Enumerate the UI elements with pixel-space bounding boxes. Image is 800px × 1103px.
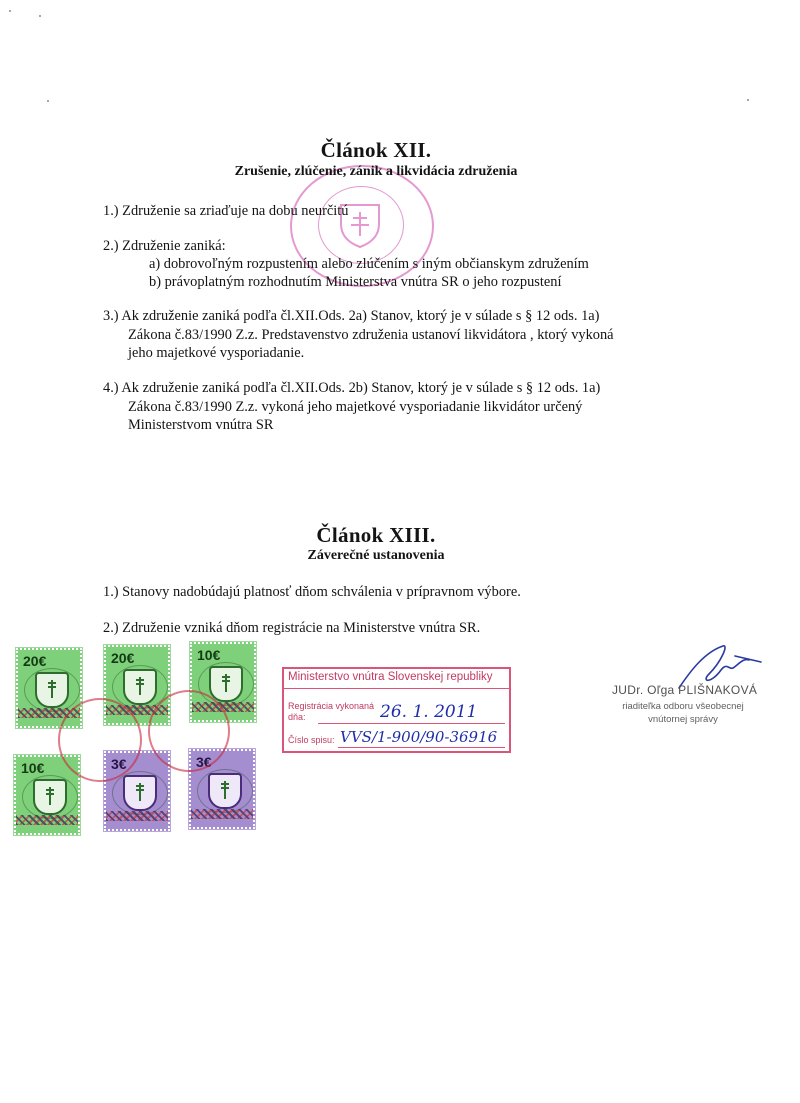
article-12-paragraph-4-line-1: 4.) Ak združenie zaniká podľa čl.XII.Ods. 2b) Stanov, ktorý je v súlade s § 12 ods. 1a) [103,380,601,396]
registration-stamp-title: Ministerstvo vnútra Slovenskej republiky [288,671,493,683]
coat-of-arms-icon [208,773,242,809]
stamp-value: 3€ [111,756,127,772]
coat-of-arms-icon [123,669,157,705]
stamp-value: 3€ [196,754,212,770]
coat-of-arms-icon [209,666,243,702]
coat-of-arms-icon [35,672,69,708]
scan-speck [39,15,41,17]
article-12-item-a: a) dobrovoľným rozpustením alebo zlúčením s iným občianskym združením [149,256,589,272]
article-12-paragraph-3-line-3: jeho majetkové vysporiadanie. [128,345,305,361]
stamp-value: 10€ [197,647,221,663]
coat-of-arms-icon [33,779,67,815]
stamp-value: 10€ [21,760,45,776]
registration-date-value: 26. 1. 2011 [380,702,478,722]
article-12-paragraph-3-line-1: 3.) Ak združenie zaniká podľa čl.XII.Ods. 2a) Stanov, ktorý je v súlade s § 12 ods. 1a) [103,308,600,324]
file-number-label: Číslo spisu: [288,735,335,745]
article-13-title: Článok XIII. [316,523,436,547]
article-12-item-b: b) právoplatným rozhodnutím Ministerstva vnútra SR o jeho rozpustení [149,274,562,290]
coat-of-arms-icon [123,775,157,811]
scan-speck [747,99,749,101]
article-12-title: Článok XII. [320,138,432,162]
registration-stamp [282,667,511,753]
article-13-paragraph-1: 1.) Stanovy nadobúdajú platnosť dňom schválenia v prípravnom výbore. [103,584,521,600]
registration-date-label: Registrácia vykonaná [288,701,375,711]
article-12-subtitle: Zrušenie, zlúčenie, zánik a likvidácia združenia [234,164,518,179]
stamp-value: 20€ [23,653,47,669]
signatory-name: JUDr. Oľga PLIŠNAKOVÁ [612,683,758,697]
article-13-subtitle: Záverečné ustanovenia [307,548,445,563]
article-12-paragraph-4-line-3: Ministerstvom vnútra SR [128,417,274,433]
signatory-role-line-1: riaditeľka odboru všeobecnej [622,701,744,712]
scan-speck [9,10,11,12]
file-number-value: VVS/1-900/90-36916 [340,728,498,746]
article-12-paragraph-4-line-2: Zákona č.83/1990 Z.z. vykoná jeho majetkové vysporiadanie likvidátor určený [128,399,583,415]
cancellation-seal [58,698,142,782]
article-12-paragraph-2: 2.) Združenie zaniká: [103,238,226,254]
registration-date-label-2: dňa: [288,712,306,722]
stamp-value: 20€ [111,650,135,666]
article-12-paragraph-1: 1.) Združenie sa zriaďuje na dobu neurčitú [103,203,349,219]
article-13-paragraph-2: 2.) Združenie vzniká dňom registrácie na Ministerstve vnútra SR. [103,620,481,636]
cancellation-seal [148,690,230,772]
signatory-role-line-2: vnútornej správy [648,714,718,725]
scan-speck [47,100,49,102]
article-12-paragraph-3-line-2: Zákona č.83/1990 Z.z. Predstavenstvo združenia ustanoví likvidátora , ktorý vykoná [128,327,614,343]
